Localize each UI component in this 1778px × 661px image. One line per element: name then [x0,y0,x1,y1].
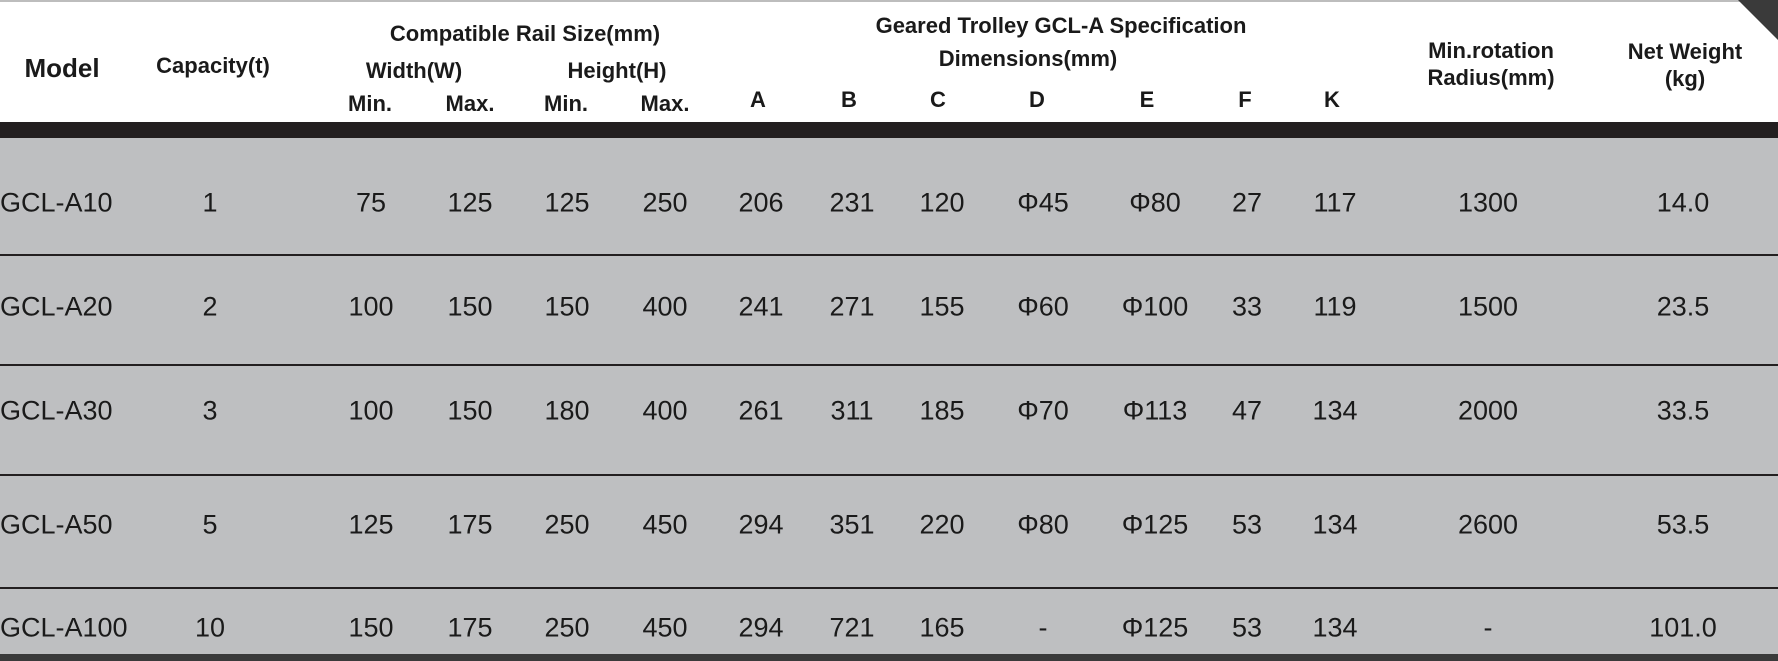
header-weight [1628,38,1742,92]
cell-height-max: 250 [642,187,688,218]
cell-dim-c: 155 [919,291,965,322]
cell-capacity: 5 [202,509,218,540]
cell-model: GCL-A20 [0,291,113,322]
cell-model: GCL-A30 [0,395,113,426]
cell-rotation-radius: 2000 [1457,395,1519,426]
cell-dim-c: 220 [919,509,965,540]
header-weight-line2: (kg) [1664,66,1706,91]
cell-dim-a: 294 [738,612,784,643]
cell-dim-a: 241 [738,291,784,322]
cell-dim-c: 165 [919,612,965,643]
header-dim-a: A [750,87,766,112]
cell-width-max: 150 [447,395,493,426]
header-rotation-line1: Min.rotation [1428,38,1554,63]
header-rotation-line2: Radius(mm) [1427,65,1555,90]
cell-net-weight: 14.0 [1656,187,1710,218]
cell-height-min: 250 [544,509,590,540]
cell-height-max: 450 [642,509,688,540]
cell-net-weight: 53.5 [1656,509,1710,540]
header-width: Width(W) [365,58,463,83]
header-height-min: Min. [544,91,588,116]
row-divider [0,587,1778,589]
cell-net-weight: 33.5 [1656,395,1710,426]
header-divider [0,122,1778,138]
cell-dim-f: 33 [1231,291,1263,322]
cell-dim-a: 294 [738,509,784,540]
cell-width-min: 100 [348,395,394,426]
cell-dim-e: Φ113 [1122,395,1188,426]
header-capacity: Capacity(t) [156,53,270,78]
cell-dim-d: - [1038,612,1048,643]
cell-height-max: 450 [642,612,688,643]
cell-width-max: 125 [447,187,493,218]
cell-dim-a: 261 [738,395,784,426]
cell-dim-e: Φ100 [1121,291,1189,322]
cell-capacity: 1 [202,187,218,218]
cell-dim-d: Φ60 [1017,291,1069,322]
header-dim-c: C [930,87,946,112]
cell-dim-k: 117 [1313,187,1357,218]
cell-dim-e: Φ125 [1121,612,1189,643]
cell-dim-d: Φ70 [1017,395,1069,426]
top-border [0,0,1778,2]
cell-rotation-radius: 2600 [1457,509,1519,540]
corner-decoration [1738,0,1778,40]
cell-dim-k: 134 [1312,509,1358,540]
cell-model: GCL-A100 [0,612,128,643]
header-dimensions: Dimensions(mm) [938,46,1118,71]
cell-dim-b: 311 [830,395,874,426]
cell-dim-b: 231 [829,187,875,218]
cell-dim-d: Φ45 [1017,187,1069,218]
cell-height-min: 250 [544,612,590,643]
cell-dim-c: 120 [919,187,965,218]
header-height-max: Max. [640,91,690,116]
header-model: Model [24,53,100,83]
header-dim-b: B [841,87,857,112]
cell-dim-b: 721 [829,612,875,643]
bottom-border [0,654,1778,661]
cell-height-max: 400 [642,291,688,322]
cell-dim-f: 53 [1231,612,1263,643]
header-dim-d: D [1029,87,1045,112]
cell-dim-f: 27 [1231,187,1263,218]
header-spec-title: Geared Trolley GCL-A Specification [875,13,1247,38]
cell-height-min: 180 [544,395,590,426]
cell-capacity: 10 [194,612,226,643]
cell-width-min: 125 [348,509,394,540]
header-width-max: Max. [445,91,495,116]
cell-net-weight: 23.5 [1656,291,1710,322]
cell-dim-e: Φ80 [1129,187,1181,218]
cell-width-min: 150 [348,612,394,643]
cell-model: GCL-A50 [0,509,113,540]
header-height: Height(H) [567,58,667,83]
row-divider [0,474,1778,476]
cell-model: GCL-A10 [0,187,113,218]
cell-dim-d: Φ80 [1017,509,1069,540]
header-dim-f: F [1238,87,1252,112]
cell-capacity: 3 [202,395,218,426]
header-rail-group: Compatible Rail Size(mm) [389,21,661,46]
cell-dim-f: 53 [1231,509,1263,540]
cell-capacity: 2 [202,291,218,322]
cell-dim-k: 134 [1312,395,1358,426]
cell-rotation-radius: 1300 [1457,187,1519,218]
cell-rotation-radius: - [1483,612,1493,643]
cell-dim-k: 119 [1313,291,1357,322]
cell-width-max: 150 [447,291,493,322]
cell-height-max: 400 [642,395,688,426]
cell-height-min: 150 [544,291,590,322]
header-weight-line1: Net Weight [1627,39,1743,64]
cell-height-min: 125 [544,187,590,218]
cell-rotation-radius: 1500 [1457,291,1519,322]
cell-net-weight: 101.0 [1649,612,1717,643]
cell-width-max: 175 [447,612,493,643]
cell-dim-b: 271 [829,291,875,322]
cell-width-min: 100 [348,291,394,322]
cell-dim-a: 206 [738,187,784,218]
row-divider [0,364,1778,366]
header-dim-e: E [1139,87,1155,112]
row-divider [0,254,1778,256]
header-width-min: Min. [348,91,392,116]
cell-width-min: 75 [355,187,387,218]
cell-dim-e: Φ125 [1121,509,1189,540]
cell-dim-f: 47 [1231,395,1263,426]
cell-dim-c: 185 [919,395,965,426]
header-dim-k: K [1324,87,1340,112]
cell-dim-k: 134 [1312,612,1358,643]
cell-dim-b: 351 [829,509,875,540]
cell-width-max: 175 [447,509,493,540]
header-rotation [1427,37,1554,91]
